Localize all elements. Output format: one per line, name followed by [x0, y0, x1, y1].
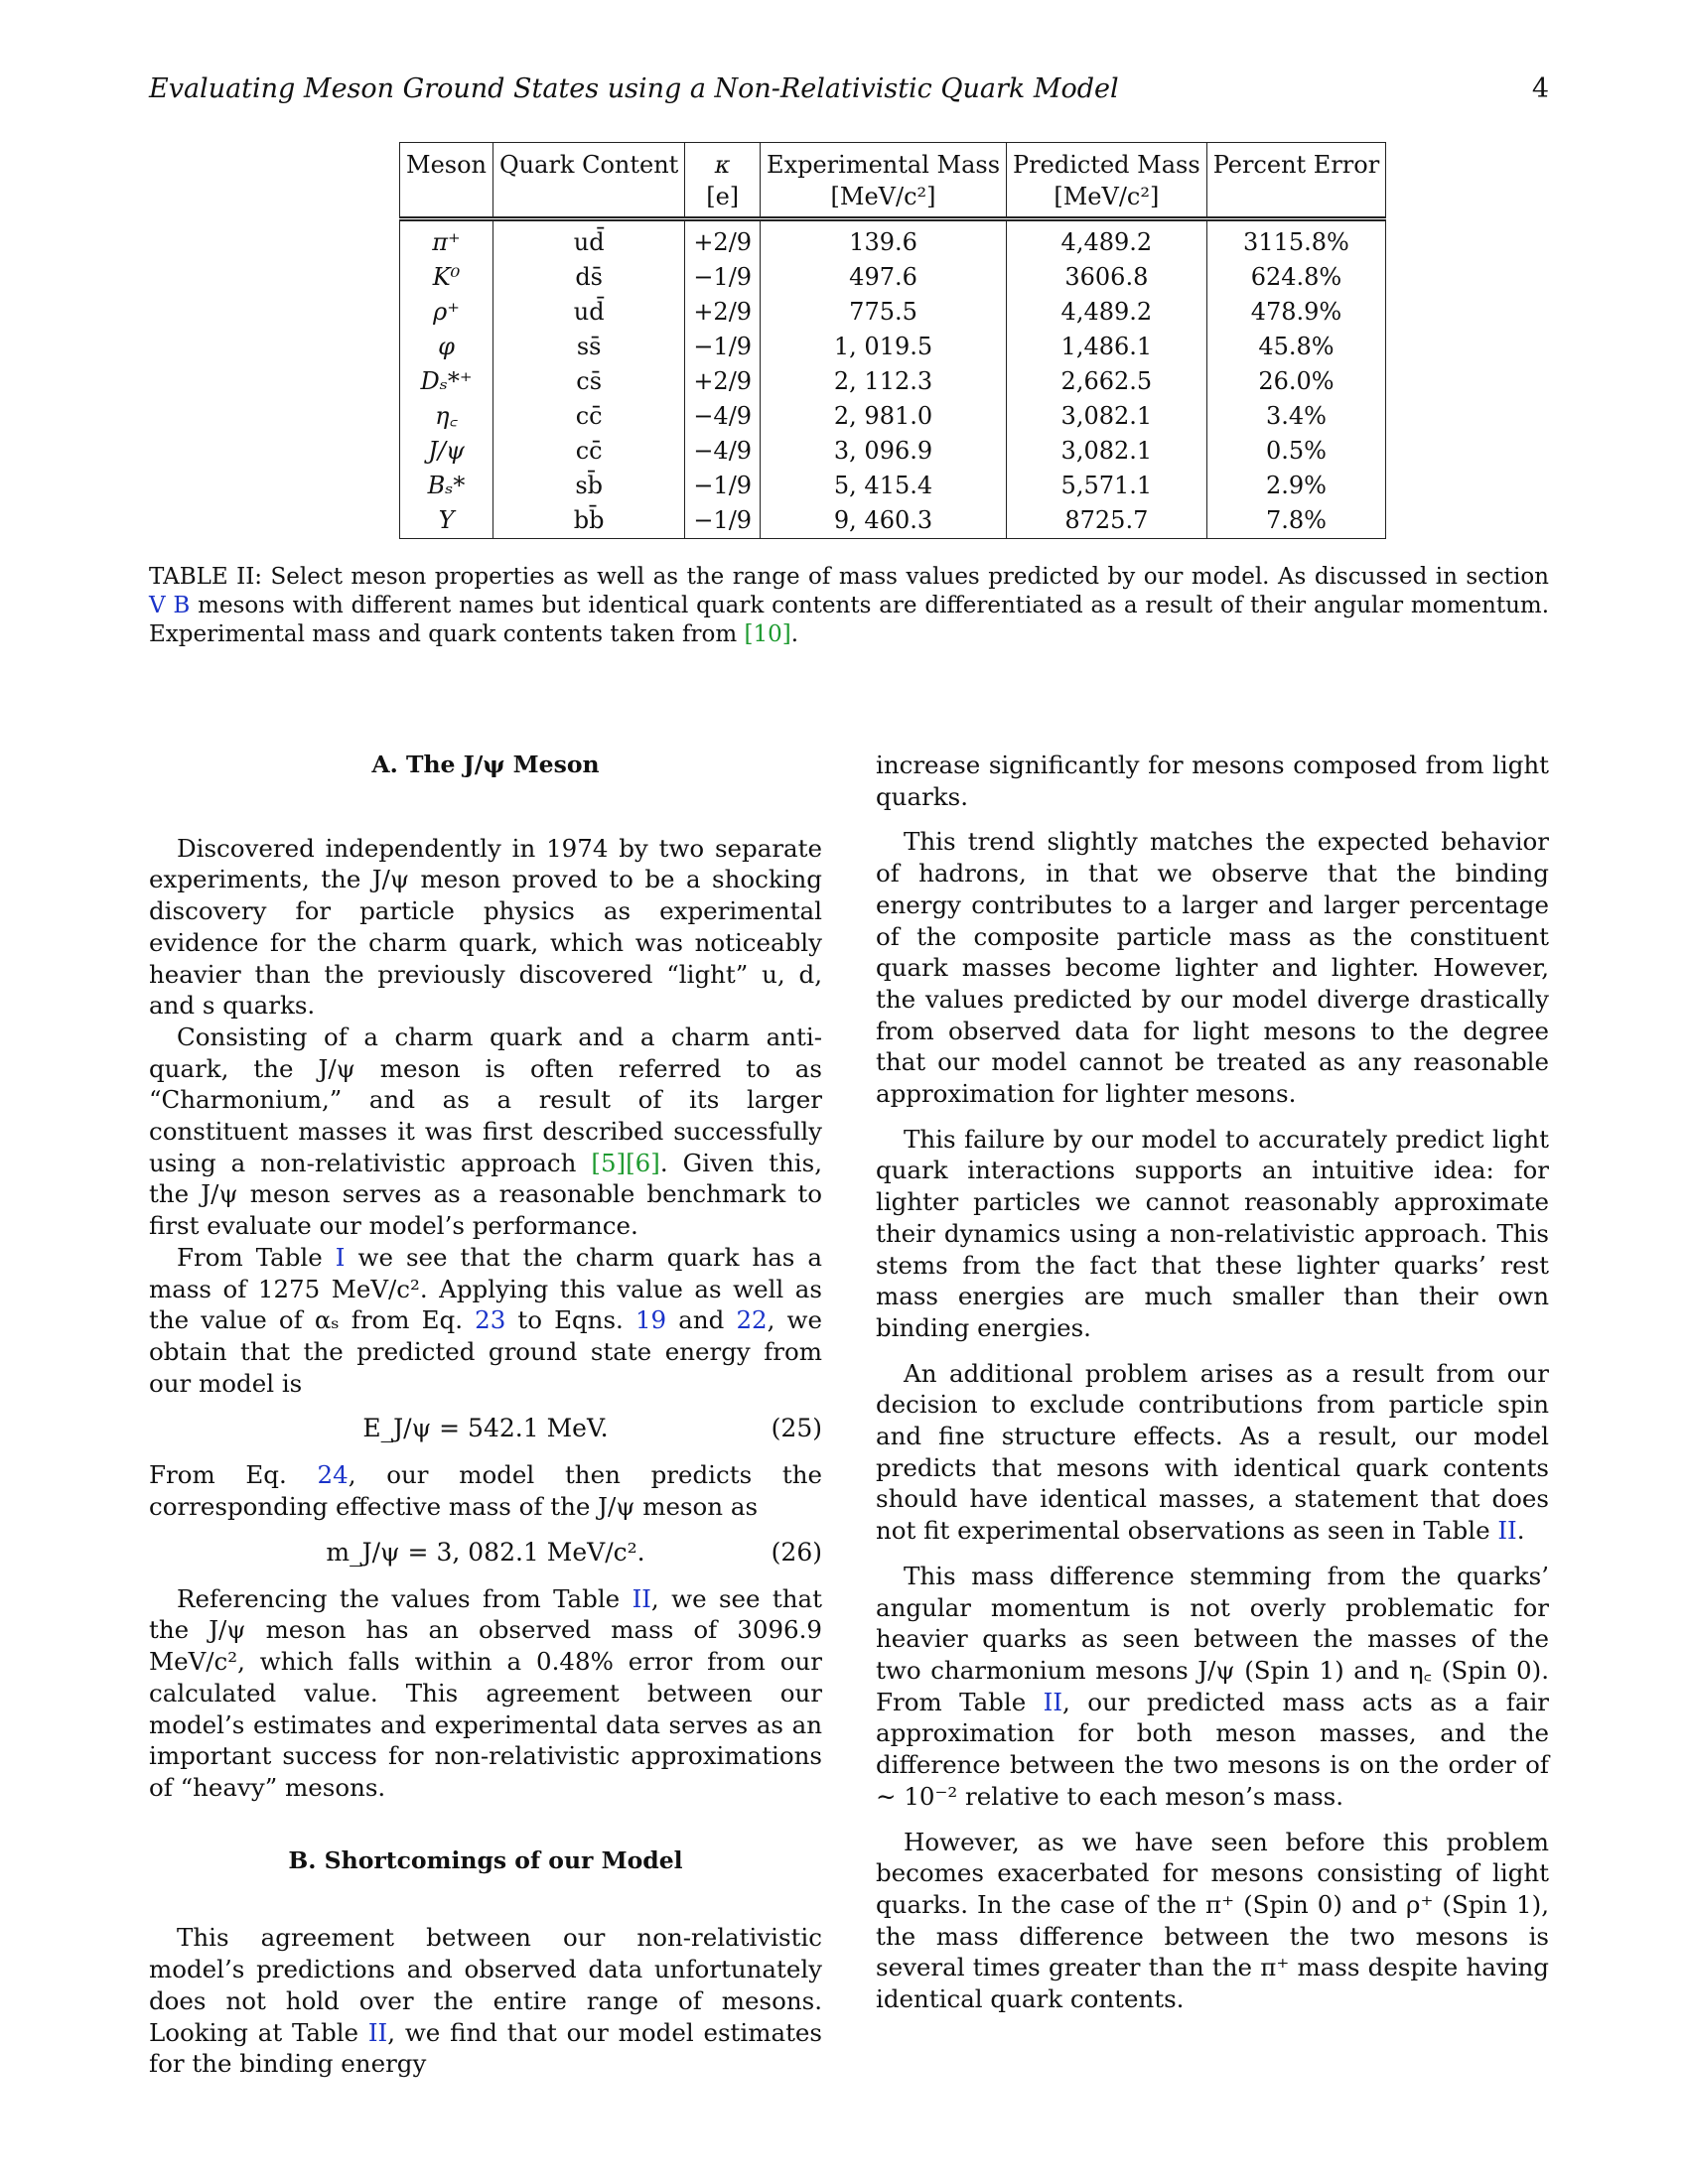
cell-quark-content: cc̄	[493, 434, 685, 469]
cell-kappa: +2/9	[685, 219, 761, 261]
cell-meson: Υ	[400, 503, 493, 539]
table-link[interactable]: II	[1043, 1687, 1062, 1716]
table-row	[400, 260, 1386, 295]
header-quark-content: Quark Content	[493, 143, 685, 219]
cell-kappa: +2/9	[685, 364, 761, 399]
cell-predicted-mass: 3,082.1	[1007, 434, 1207, 469]
section-heading-a: A. The J/ψ Meson	[371, 751, 600, 778]
section-link[interactable]: V B	[149, 593, 191, 618]
table-row	[400, 330, 1386, 364]
cell-quark-content: ud̄	[493, 295, 685, 330]
cell-experimental-mass: 497.6	[761, 260, 1007, 295]
paragraph: This failure by our model to accurately predict light quark interactions supports an intuitive idea: for lighter particles we cannot reasonably approximate their dynamics using a non-relativistic approach. This stems from the fact that these lighter quarks’ rest mass energies are much smaller than their own binding energies.	[876, 1124, 1549, 1342]
cell-kappa: −4/9	[685, 399, 761, 434]
equation-link[interactable]: 24	[317, 1460, 349, 1490]
paragraph: From Table I we see that the charm quark has a mass of 1275 MeV/c². Applying this value as well as the value of αₛ from Eq. 23 to Eqns. 19 and 22, we obtain that the predicted ground state energy from our model is	[149, 1242, 822, 1398]
cell-quark-content: bb̄	[493, 503, 685, 539]
cell-predicted-mass: 3,082.1	[1007, 399, 1207, 434]
cell-meson: K⁰	[400, 260, 493, 295]
cell-percent-error: 7.8%	[1206, 503, 1386, 539]
cell-percent-error: 478.9%	[1206, 295, 1386, 330]
header-kappa: κ [e]	[685, 143, 761, 219]
cell-percent-error: 624.8%	[1206, 260, 1386, 295]
cell-quark-content: ds̄	[493, 260, 685, 295]
cell-predicted-mass: 3606.8	[1007, 260, 1207, 295]
table-caption: TABLE II: Select meson properties as well as the range of mass values predicted by our model. As discussed in section V B mesons with different names but identical quark contents are differentiated as a result of their angular momentum. Experimental mass and quark contents taken from [10].	[149, 564, 1550, 647]
table-link[interactable]: II	[1497, 1516, 1517, 1546]
cell-percent-error: 3.4%	[1206, 399, 1386, 434]
cell-predicted-mass: 4,489.2	[1007, 219, 1207, 261]
cell-quark-content: sb̄	[493, 469, 685, 503]
paragraph: Referencing the values from Table II, we see that the J/ψ meson has an observed mass of 3096.9 MeV/c², which falls within a 0.48% error from our calculated value. This agreement between our model’s estimates and experimental data serves as an important success for non-relativistic approximations of “heavy” mesons.	[149, 1583, 822, 1802]
cell-meson: π⁺	[400, 219, 493, 261]
cell-experimental-mass: 775.5	[761, 295, 1007, 330]
header-meson: Meson	[400, 143, 493, 219]
cell-experimental-mass: 2, 112.3	[761, 364, 1007, 399]
citation-link[interactable]: [5]	[591, 1148, 627, 1177]
table-link[interactable]: II	[632, 1583, 651, 1613]
cell-experimental-mass: 3, 096.9	[761, 434, 1007, 469]
paragraph: However, as we have seen before this problem becomes exacerbated for mesons consisting of light quarks. In the case of the π⁺ (Spin 0) and ρ⁺ (Spin 1), the mass difference between the two mesons is several times greater than the π⁺ mass despite having identical quark contents.	[876, 1827, 1549, 2014]
cell-experimental-mass: 2, 981.0	[761, 399, 1007, 434]
paragraph: This trend slightly matches the expected behavior of hadrons, in that we observe that the binding energy contributes to a larger and larger percentage of the composite particle mass as the constituent quark masses become lighter and lighter. However, the values predicted by our model diverge drastically from observed data for light mesons to the degree that our model cannot be treated as any reasonable approximation for lighter mesons.	[876, 827, 1549, 1109]
table-link[interactable]: I	[335, 1242, 346, 1272]
cell-percent-error: 0.5%	[1206, 434, 1386, 469]
header-percent-error: Percent Error	[1206, 143, 1386, 219]
paragraph: Consisting of a charm quark and a charm anti-quark, the J/ψ meson is often referred to as “Charmonium,” and as a result of its larger constituent masses it was first described successfully using a non-relativistic approach [5][6]. Given this, the J/ψ meson serves as a reasonable benchmark to first evaluate our model’s performance.	[149, 1022, 822, 1241]
table-row	[400, 219, 1386, 261]
table-header	[400, 143, 1386, 219]
right-column	[876, 750, 1549, 2015]
section-heading-b: B. Shortcomings of our Model	[288, 1845, 683, 1874]
cell-predicted-mass: 2,662.5	[1007, 364, 1207, 399]
paragraph: increase significantly for mesons composed from light quarks.	[876, 751, 1549, 811]
cell-kappa: −4/9	[685, 434, 761, 469]
cell-meson: η꜀	[400, 399, 493, 434]
paragraph: From Eq. 24, our model then predicts the corresponding effective mass of the J/ψ meson as	[149, 1460, 822, 1522]
paragraph: An additional problem arises as a result from our decision to exclude contributions from particle spin and fine structure effects. As a result, our model predicts that mesons with identical quark contents should have identical masses, a statement that does not fit experimental observations as seen in Table II.	[876, 1358, 1549, 1546]
page-number: 4	[1531, 73, 1549, 104]
equation-number: (25)	[771, 1414, 822, 1443]
table-body	[400, 219, 1386, 539]
cell-quark-content: cc̄	[493, 399, 685, 434]
header-experimental-mass: Experimental Mass [MeV/c²]	[761, 143, 1007, 219]
cell-meson: Bₛ*	[400, 469, 493, 503]
citation-link[interactable]: [6]	[626, 1148, 660, 1177]
table-row	[400, 469, 1386, 503]
cell-predicted-mass: 1,486.1	[1007, 330, 1207, 364]
cell-kappa: −1/9	[685, 469, 761, 503]
cell-predicted-mass: 4,489.2	[1007, 295, 1207, 330]
equation-number: (26)	[771, 1537, 822, 1567]
equation-26	[149, 1537, 822, 1570]
table-row	[400, 503, 1386, 539]
cell-meson: J/ψ	[400, 434, 493, 469]
table-row	[400, 364, 1386, 399]
cell-predicted-mass: 8725.7	[1007, 503, 1207, 539]
cell-quark-content: ss̄	[493, 330, 685, 364]
cell-percent-error: 2.9%	[1206, 469, 1386, 503]
left-column	[149, 750, 822, 2080]
cell-experimental-mass: 5, 415.4	[761, 469, 1007, 503]
cell-meson: Dₛ*⁺	[400, 364, 493, 399]
cell-kappa: −1/9	[685, 330, 761, 364]
cell-kappa: −1/9	[685, 260, 761, 295]
citation-link[interactable]: [10]	[744, 621, 791, 647]
paragraph: This mass difference stemming from the quarks’ angular momentum is not overly problematic for heavier quarks as seen between the masses of the two charmonium mesons J/ψ (Spin 1) and η꜀ (Spin 0). From Table II, our predicted mass acts as a fair approximation for both meson masses, and the difference between the two mesons is on the order of ∼ 10⁻² relative to each meson’s mass.	[876, 1561, 1549, 1811]
cell-meson: φ	[400, 330, 493, 364]
cell-percent-error: 26.0%	[1206, 364, 1386, 399]
equation-link[interactable]: 22	[736, 1305, 768, 1335]
table-link[interactable]: II	[367, 2017, 388, 2047]
cell-percent-error: 3115.8%	[1206, 219, 1386, 261]
equation-expression: E_J/ψ = 542.1 MeV.	[362, 1414, 609, 1443]
cell-kappa: +2/9	[685, 295, 761, 330]
equation-expression: m_J/ψ = 3, 082.1 MeV/c².	[326, 1537, 645, 1567]
equation-link[interactable]: 19	[634, 1305, 667, 1335]
header-predicted-mass: Predicted Mass [MeV/c²]	[1007, 143, 1207, 219]
cell-percent-error: 45.8%	[1206, 330, 1386, 364]
equation-25	[149, 1413, 822, 1445]
table-row	[400, 399, 1386, 434]
cell-quark-content: cs̄	[493, 364, 685, 399]
cell-predicted-mass: 5,571.1	[1007, 469, 1207, 503]
running-header-title: Evaluating Meson Ground States using a Non-Relativistic Quark Model	[149, 73, 1119, 104]
paragraph: Discovered independently in 1974 by two separate experiments, the J/ψ meson proved to be a shocking discovery for particle physics as experimental evidence for the charm quark, which was noticeably heavier than the previously discovered “light” u, d, and s quarks.	[149, 833, 822, 1021]
cell-experimental-mass: 9, 460.3	[761, 503, 1007, 539]
cell-quark-content: ud̄	[493, 219, 685, 261]
table-row	[400, 295, 1386, 330]
table-row	[400, 434, 1386, 469]
paragraph: This agreement between our non-relativistic model’s predictions and observed data unfortunately does not hold over the entire range of mesons. Looking at Table II, we find that our model estimates for the binding energy	[149, 1923, 822, 2079]
cell-kappa: −1/9	[685, 503, 761, 539]
cell-experimental-mass: 1, 019.5	[761, 330, 1007, 364]
cell-experimental-mass: 139.6	[761, 219, 1007, 261]
equation-link[interactable]: 23	[475, 1305, 506, 1335]
cell-meson: ρ⁺	[400, 295, 493, 330]
meson-properties-table	[399, 142, 1386, 539]
